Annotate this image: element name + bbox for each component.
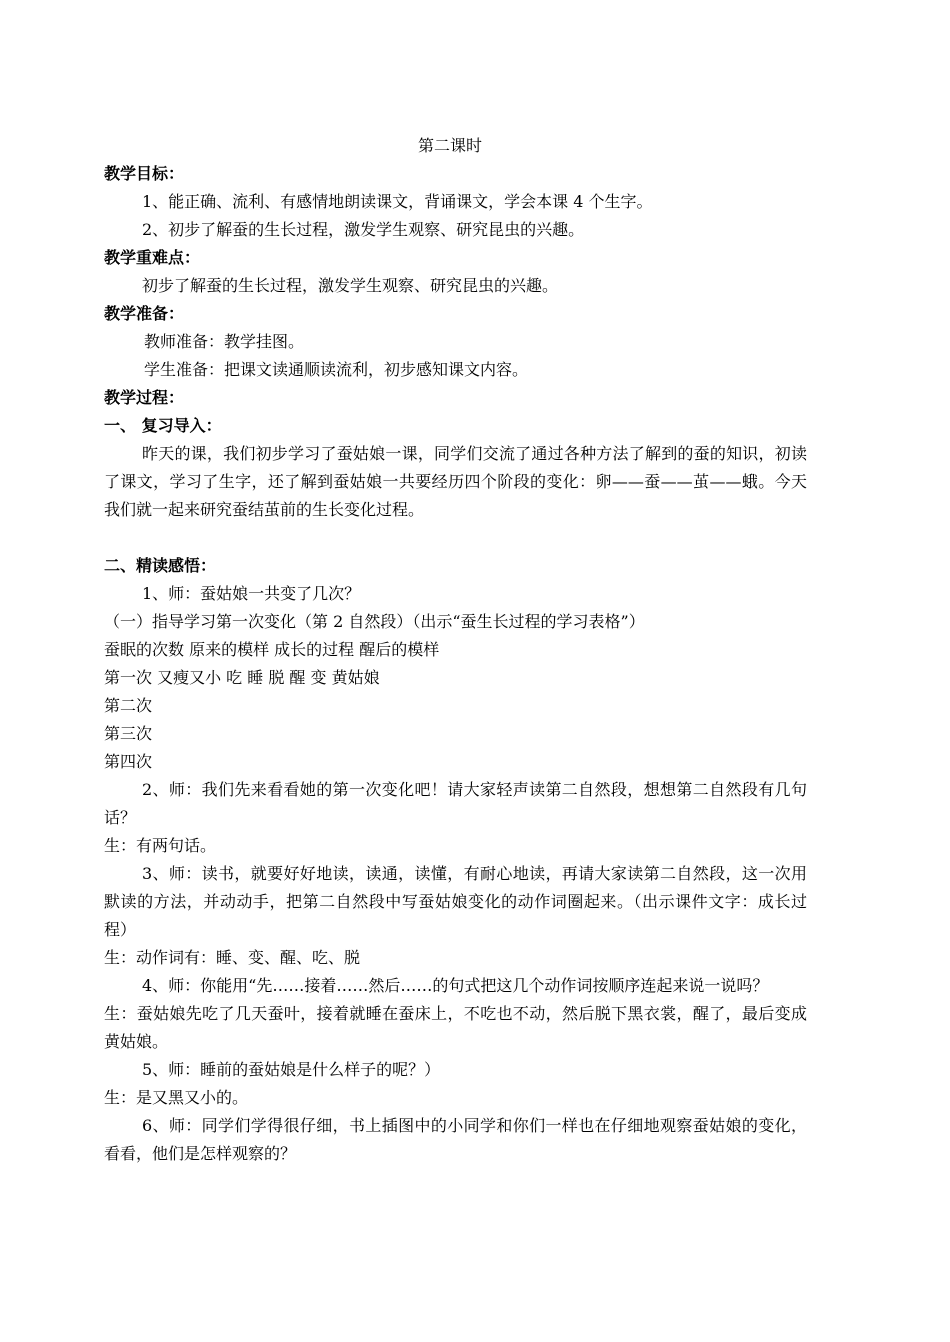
question-3: 3、师：读书，就要好好地读，读通，读懂，有耐心地读，再请大家读第二自然段，这一次用默读的方法，并动动手，把第二自然段中写蚕姑娘变化的动作词圈起来。（出示课件文字：成长过程）: [104, 864, 807, 939]
answer-3: 生：动作词有：睡、变、醒、吃、脱: [104, 948, 361, 967]
heading-review: 一、 复习导入：: [104, 416, 222, 435]
document-body: [104, 160, 807, 1168]
heading-preparation: 教学准备：: [104, 304, 185, 323]
key-point: 初步了解蚕的生长过程，激发学生观察、研究昆虫的兴趣。: [142, 276, 559, 295]
page-title: 第二课时: [417, 136, 482, 155]
teacher-preparation: 教师准备：教学挂图。: [144, 332, 305, 351]
review-paragraph: 昨天的课，我们初步学习了蚕姑娘一课，同学们交流了通过各种方法了解到的蚕的知识，初读了课文，学习了生字，还了解到蚕姑娘一共要经历四个阶段的变化：卵——蚕——茧——蛾。今天我们就一起来研究蚕结茧前的生长变化过程。: [104, 444, 807, 519]
table-row-4: 第四次: [104, 752, 153, 771]
objective-2: 2、初步了解蚕的生长过程，激发学生观察、研究昆虫的兴趣。: [142, 220, 585, 239]
question-6: 6、师：同学们学得很仔细，书上插图中的小同学和你们一样也在仔细地观察蚕姑娘的变化，看看，他们是怎样观察的？: [104, 1116, 807, 1163]
question-1: 1、师：蚕姑娘一共变了几次？: [142, 584, 361, 603]
heading-objectives: 教学目标：: [104, 164, 185, 183]
heading-process: 教学过程：: [104, 388, 185, 407]
table-row-2: 第二次: [104, 696, 153, 715]
guide-first-change: （一）指导学习第一次变化（第 2 自然段）（出示“蚕生长过程的学习表格”）: [104, 612, 645, 631]
answer-5: 生：是又黑又小的。: [104, 1088, 249, 1107]
heading-close-reading: 二、精读感悟：: [104, 556, 217, 575]
question-4: 4、师：你能用“先……接着……然后……的句式把这几个动作词按顺序连起来说一说吗？: [142, 976, 769, 995]
question-2: 2、师：我们先来看看她的第一次变化吧！请大家轻声读第二自然段，想想第二自然段有几句话？: [104, 780, 807, 827]
student-preparation: 学生准备：把课文读通顺读流利，初步感知课文内容。: [144, 360, 529, 379]
table-header: 蚕眠的次数 原来的模样 成长的过程 醒后的模样: [104, 640, 440, 659]
table-row-1: 第一次 又瘦又小 吃 睡 脱 醒 变 黄姑娘: [104, 668, 380, 687]
table-row-3: 第三次: [104, 724, 153, 743]
blank-line: [104, 524, 807, 552]
answer-2: 生：有两句话。: [104, 836, 217, 855]
answer-4: 生：蚕姑娘先吃了几天蚕叶，接着就睡在蚕床上，不吃也不动，然后脱下黑衣裳，醒了，最后变成黄姑娘。: [104, 1004, 807, 1051]
objective-1: 1、能正确、流利、有感情地朗读课文，背诵课文，学会本课 4 个生字。: [142, 192, 653, 211]
heading-key-points: 教学重难点：: [104, 248, 201, 267]
question-5: 5、师：睡前的蚕姑娘是什么样子的呢？）: [142, 1060, 441, 1079]
